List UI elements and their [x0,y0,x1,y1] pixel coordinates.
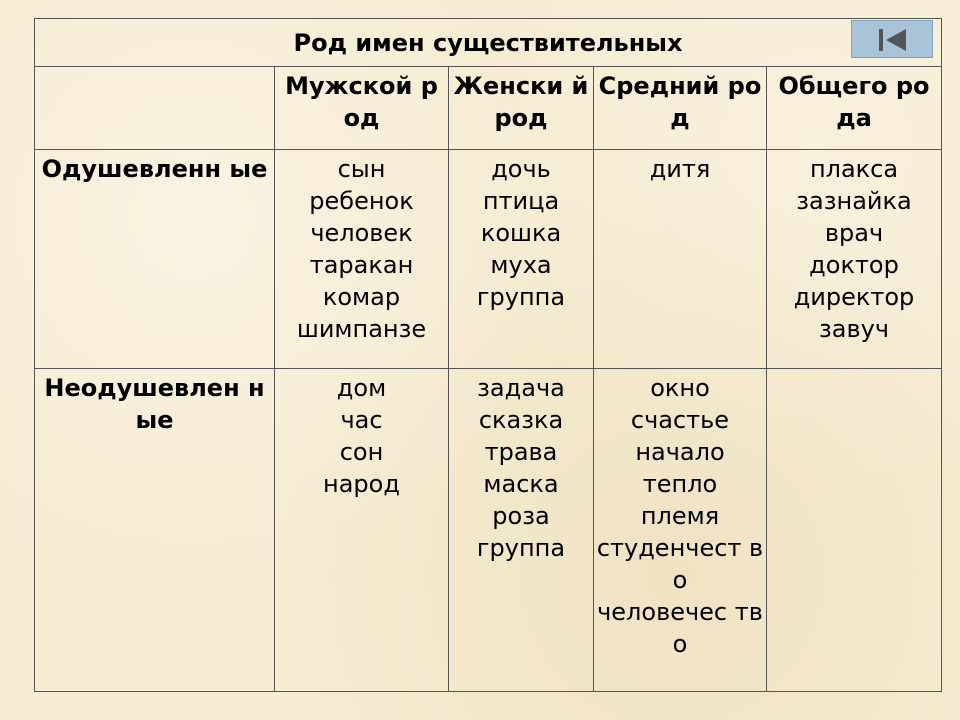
word-item: человечес тво [597,598,763,658]
word-item: таракан [309,251,414,279]
word-item: муха [490,251,552,279]
word-item: зазнайка [796,187,912,215]
word-item: завуч [819,315,889,343]
word-item: комар [322,283,401,311]
word-item: час [340,406,383,434]
skip-to-start-icon [877,27,909,53]
word-item: доктор [809,251,899,279]
cell-inanimate-common [767,369,942,692]
cell-animate-common [767,150,942,369]
word-item: шимпанзе [296,315,427,343]
word-item: ребенок [309,187,414,215]
word-item: трава [484,438,558,466]
cell-animate-masculine [275,150,449,369]
word-item: директор [793,283,915,311]
table-title: Род имен существительных [35,19,942,67]
word-item: маска [483,470,559,498]
word-item: кошка [480,219,562,247]
word-item: дочь [491,155,551,183]
corner-cell [35,67,275,150]
word-item: народ [323,470,400,498]
word-item: племя [640,502,720,530]
column-header-neuter: Средний род [594,67,767,150]
row-header-animate: Одушевленн ые [35,150,275,369]
word-item: врач [824,219,884,247]
row-header-inanimate: Неодушевлен ные [35,369,275,692]
word-item: начало [635,438,725,466]
cell-inanimate-masculine [275,369,449,692]
word-item: птица [482,187,560,215]
word-item: сон [339,438,384,466]
word-item: дитя [649,155,711,183]
cell-animate-feminine [449,150,594,369]
word-item: сын [337,155,386,183]
word-item: человек [310,219,413,247]
word-item: задача [477,374,565,402]
word-item: сказка [478,406,564,434]
word-item: группа [476,283,566,311]
word-item: дом [336,374,387,402]
word-item: окно [650,374,710,402]
word-item: роза [492,502,550,530]
word-item: плакса [809,155,899,183]
cell-animate-neuter [594,150,767,369]
column-header-feminine: Женски й род [449,67,594,150]
word-item: студенчест во [596,534,764,594]
word-item: счастье [630,406,730,434]
first-slide-button[interactable] [851,20,933,58]
word-item: тепло [642,470,718,498]
cell-inanimate-feminine [449,369,594,692]
word-item: группа [476,534,566,562]
column-header-common: Общего рода [767,67,942,150]
gender-table [34,18,942,692]
column-header-masculine: Мужской род [275,67,449,150]
cell-inanimate-neuter [594,369,767,692]
